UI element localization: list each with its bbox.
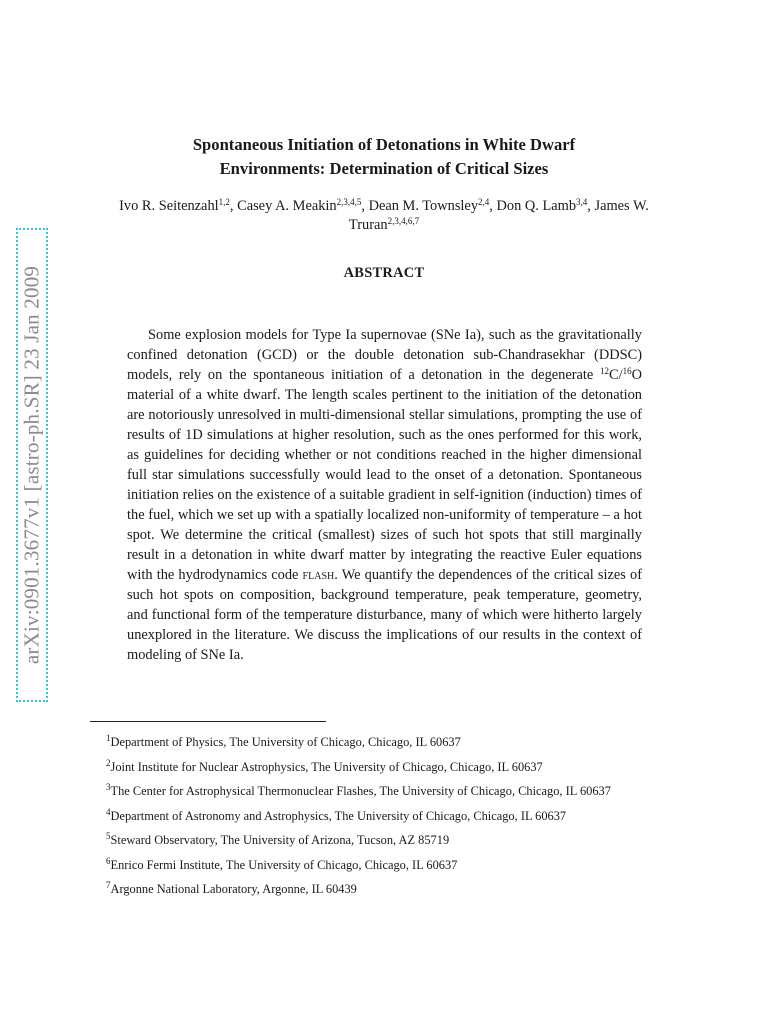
author-affiliation: 3,4 — [576, 197, 588, 207]
author-name: Don Q. Lamb — [496, 198, 577, 214]
code-name: flash — [302, 567, 335, 584]
arxiv-identifier: arXiv:0901.3677v1 [astro-ph.SR] 23 Jan 2009 — [19, 265, 44, 665]
author-name: James W. Truran — [348, 198, 649, 233]
footnote-number: 5 — [106, 831, 111, 841]
footnote — [106, 782, 726, 807]
footnote-text: Department of Astronomy and Astrophysics, The University of Chicago, Chicago, IL 60637 — [110, 808, 567, 823]
author-list: Ivo R. Seitenzahl$^{1,2}$, Casey A. Meakin$^{2,3,4,5}$, Dean M. Townsley$^{2,4}$, Don Q. Lamb$^{3,4}$, James W. Truran$^{2,3,4,6,7}$ — [119, 197, 649, 233]
abstract-text: Some explosion models for Type Ia supernovae (SNe Ia), such as the gravitationally confined detonation (GCD) or the double detonation sub-Chandrasekhar (DDSC) models, rely on the spontaneous initiation of a detonation in the degenerate $^{12}$C/$^{16}$O material of a white dwarf. The length scales pertinent to the initiation of the detonation are notoriously unresolved in multi-dimensional stellar simulations, prompting the use of results of 1D simulations at higher resolution, such as the ones performed for this work, as guidelines for deciding whether or not conditions reached in the higher dimensional full star simulations successfully would lead to the onset of a detonation. Spontaneous initiation relies on the existence of a suitable gradient in self-ignition (induction) times of the fuel, which we set up with a spatially localized non-uniformity of temperature – a hot spot. We determine the critical (smallest) sizes of such hot spots that still marginally result in a detonation in white dwarf matter by integrating the reactive Euler equations with the hydrodynamics code flash. We quantify the dependences of the critical sizes of such hot spots on composition, background temperature, peak temperature, geometry, and functional form of the temperature disturbance, many of which were hitherto largely unexplored in the literature. We discuss the implications of our results in the context of modeling of SNe Ia. — [127, 327, 642, 664]
footnote-text: Enrico Fermi Institute, The University of Chicago, Chicago, IL 60637 — [110, 857, 458, 872]
footnote-text: The Center for Astrophysical Thermonuclear Flashes, The University of Chicago, Chicago, IL 60637 — [110, 784, 611, 798]
footnote — [106, 807, 726, 832]
isotope-mass: 16 — [622, 366, 632, 377]
author-affiliation: 2,3,4,6,7 — [387, 216, 420, 226]
footnote-number: 7 — [106, 880, 111, 890]
footnote-number: 2 — [106, 757, 111, 768]
footnote-number: 4 — [106, 806, 111, 817]
author-affiliation: 2,4 — [478, 197, 490, 207]
footnote — [106, 880, 726, 905]
footnote-rule — [90, 721, 326, 722]
author-name: Dean M. Townsley — [368, 198, 479, 214]
footnote-number: 6 — [106, 855, 111, 866]
author-affiliation: 1,2 — [218, 197, 230, 207]
author-name: Casey A. Meakin — [237, 198, 337, 214]
paper-title — [100, 133, 668, 181]
abstract-heading: ABSTRACT — [343, 265, 425, 281]
footnote-list — [106, 733, 726, 905]
footnote — [106, 733, 726, 758]
footnote-text: Joint Institute for Nuclear Astrophysics, The University of Chicago, Chicago, IL 60637 — [110, 759, 543, 774]
footnote — [106, 758, 726, 783]
title-line-1: Spontaneous Initiation of Detonations in White Dwarf — [192, 135, 576, 154]
footnote-text: Argonne National Laboratory, Argonne, IL 60439 — [110, 882, 357, 896]
author-affiliation: 2,3,4,5 — [336, 197, 362, 207]
footnote-text: Department of Physics, The University of Chicago, Chicago, IL 60637 — [110, 735, 461, 749]
title-line-2: Environments: Determination of Critical Sizes — [219, 159, 549, 178]
footnote — [106, 831, 726, 856]
arxiv-stamp — [16, 228, 48, 702]
author-name: Ivo R. Seitenzahl — [119, 198, 219, 214]
footnote-number: 3 — [106, 782, 111, 792]
footnote-number: 1 — [106, 733, 111, 743]
footnote — [106, 856, 726, 881]
footnote-text: Steward Observatory, The University of Arizona, Tucson, AZ 85719 — [110, 833, 450, 847]
isotope-mass: 12 — [599, 366, 609, 377]
